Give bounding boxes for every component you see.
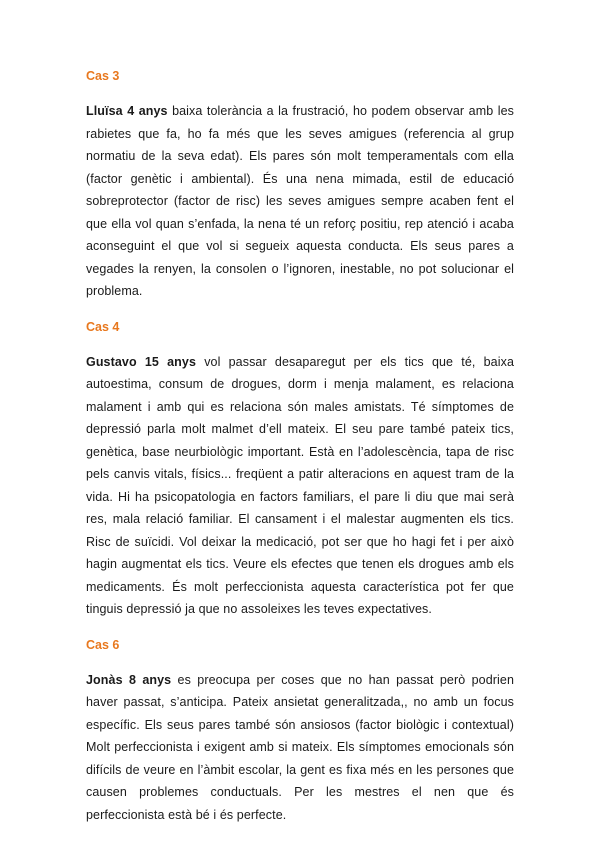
case-subject-name: Jonàs 8 anys: [86, 672, 172, 687]
case-subject-name: Lluïsa 4 anys: [86, 104, 168, 118]
case-section-3: [86, 66, 514, 303]
case-paragraph: [86, 351, 514, 621]
case-heading: Cas 3: [86, 69, 120, 83]
case-heading: Cas 6: [86, 637, 120, 652]
case-paragraph: [86, 100, 514, 303]
case-description: baixa tolerància a la frustració, ho podem observar amb les rabietes que fa, ho fa més que les seves amigues (referencia al grup normatiu de la seva edat). Els pares són molt temperamentals com ella (factor genètic i ambiental). És una nena mimada, estil de educació sobreprotector (factor de risc) les seves amigues sempre acaben fent el que ella vol quan s’enfada, la nena té un reforç positiu, rep atenció i acaba aconseguint el que vol si segueix aquesta conducta. Els seus pares a vegades la renyen, la consolen o l’ignoren, inestable, no pot solucionar el problema.: [86, 104, 515, 298]
case-description: vol passar desaparegut per els tics que té, baixa autoestima, consum de drogues, dorm i menja malament, es relaciona malament i amb qui es relaciona són males amistats. Té símptomes de depressió parla molt malmet d’ell mateix. El seu pare també pateix tics, genètica, base neurbiològic important. Està en l’adolescència, tapa de risc pels canvis vitals, físics... freqüent a patir alteracions en aquest tram de la vida. Hi ha psicopatologia en factors familiars, el pare li diu que mai serà res, mala relació familiar. El cansament i el malestar augmenten els tics. Risc de suïcidi. Vol deixar la medicació, pot ser que ho hagi fet i per això hagin augmentat els tics. Veure els efectes que tenen els drogues amb els medicaments. És molt perfeccionista aquesta característica pot fer que tinguis depressió ja que no assoleixes les teves expectatives.: [86, 354, 514, 616]
case-paragraph: [86, 669, 514, 827]
document-page: [86, 66, 514, 826]
case-subject-name: Gustavo 15 anys: [86, 354, 197, 369]
case-heading: Cas 4: [86, 319, 120, 334]
case-description: es preocupa per coses que no han passat però podrien haver passat, s’anticipa. Pateix ansietat generalitzada,, no amb un focus específic. Els seus pares també són ansiosos (factor biològic i contextual) Molt perfeccionista i exigent amb si mateix. Els símptomes emocionals són difícils de veure en l’àmbit escolar, la gent es fixa més en les persones que causen problemes conductuals. Per les mestres el nen que és perfeccionista està bé i és perfecte.: [86, 672, 514, 822]
case-section-6: [86, 635, 514, 827]
case-section-4: [86, 317, 514, 621]
